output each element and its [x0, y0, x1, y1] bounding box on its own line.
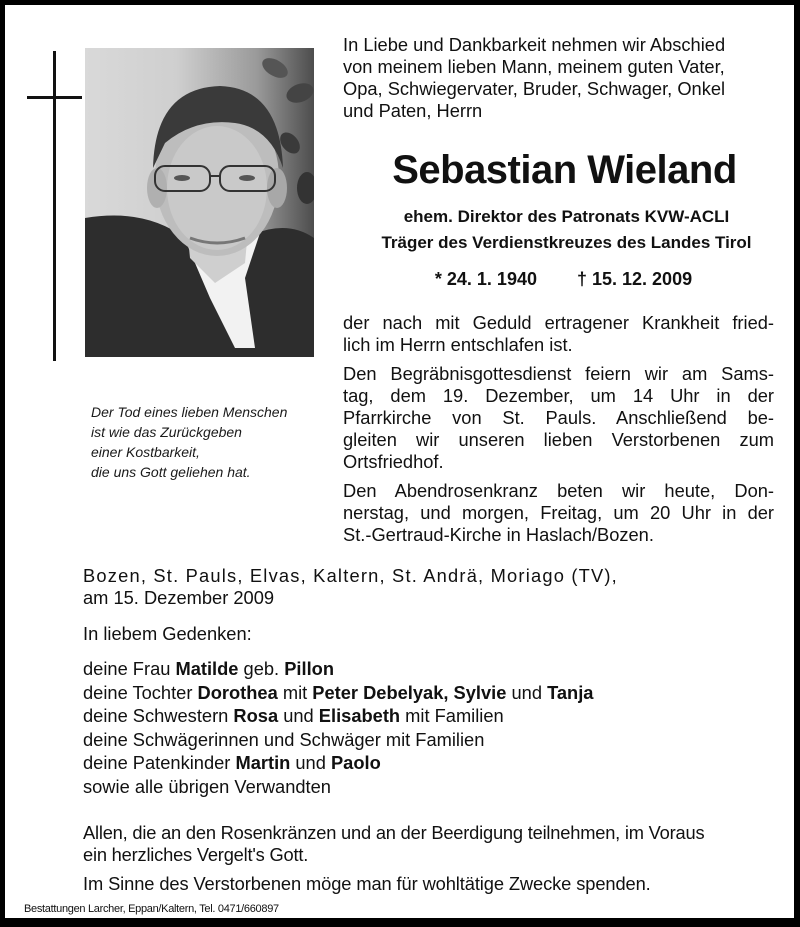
- death-date: † 15. 12. 2009: [576, 269, 693, 289]
- donation-note: Im Sinne des Verstorbenen möge man für wohltätige Zwecke spenden.: [83, 873, 651, 894]
- funeral-paragraph: [343, 363, 774, 473]
- deceased-name: Sebastian Wieland: [392, 148, 737, 192]
- portrait-photo: [85, 48, 314, 357]
- relation-text: deine Patenkinder: [83, 752, 236, 773]
- relative-name: Tanja: [547, 681, 594, 703]
- title-line: Träger des Verdienstkreuzes des Landes Tirol: [381, 233, 752, 252]
- places-line: Bozen, St. Pauls, Elvas, Kaltern, St. Andrä, Moriago (TV),: [83, 565, 618, 586]
- intro-line: In Liebe und Dankbarkeit nehmen wir Abschied: [343, 34, 726, 55]
- life-dates: [343, 268, 774, 290]
- thanks-text: [83, 822, 743, 866]
- paragraph-line: lich im Herrn entschlafen ist.: [343, 334, 573, 355]
- paragraph-line: tag, dem 19. Dezember, um 14 Uhr in der: [343, 385, 774, 406]
- relative-name: Elisabeth: [318, 705, 401, 726]
- relation-text: deine Frau: [83, 658, 176, 679]
- quote-line: ist wie das Zurückgeben: [91, 424, 242, 440]
- paragraph-line: der nach mit Geduld ertragener Krankheit fried-: [343, 312, 774, 333]
- paragraph-line: St.-Gertraud-Kirche in Haslach/Bozen.: [343, 524, 654, 545]
- relative-name: Rosa: [233, 705, 279, 726]
- relative-name: Matilde: [175, 658, 239, 679]
- intro-text: [343, 34, 774, 122]
- thanks-line: Allen, die an den Rosenkränzen und an der Beerdigung teilnehmen, im Voraus: [83, 822, 705, 843]
- relative-name: Pillon: [284, 658, 334, 679]
- deceased-titles: [343, 204, 774, 256]
- family-section: [83, 565, 743, 895]
- relation-text: deine Tochter: [83, 681, 198, 703]
- paragraph-line: nerstag, und morgen, Freitag, um 20 Uhr in der: [343, 502, 774, 523]
- announcement-column: [343, 34, 774, 546]
- intro-line: und Paten, Herrn: [343, 100, 483, 121]
- relative-name: Paolo: [330, 752, 381, 773]
- family-member-line: [83, 704, 743, 728]
- paragraph-line: gleiten wir unseren lieben Verstorbenen zum: [343, 429, 774, 450]
- cross-icon-horizontal: [27, 96, 82, 99]
- relation-text: und: [278, 705, 319, 726]
- relative-name: Dorothea: [197, 681, 278, 703]
- family-list: [83, 657, 743, 798]
- quote-line: Der Tod eines lieben Menschen: [91, 404, 288, 420]
- family-member-line: [83, 681, 743, 705]
- relation-text: sowie alle übrigen Verwandten: [83, 775, 331, 797]
- birth-date: * 24. 1. 1940: [434, 269, 537, 289]
- family-member-line: [83, 775, 743, 799]
- intro-line: Opa, Schwiegervater, Bruder, Schwager, Onkel: [343, 78, 726, 99]
- rosary-paragraph: [343, 480, 774, 546]
- relation-text: und: [506, 681, 548, 703]
- title-line: ehem. Direktor des Patronats KVW-ACLI: [403, 207, 730, 226]
- relation-text: mit Familien: [400, 705, 504, 726]
- relation-text: deine Schwestern: [83, 705, 234, 726]
- date-line: am 15. Dezember 2009: [83, 587, 275, 608]
- relation-text: deine Schwägerinnen und Schwäger mit Familien: [83, 728, 485, 750]
- gedenken-heading: In liebem Gedenken:: [83, 623, 252, 644]
- paragraph-line: Den Begräbnisgottesdienst feiern wir am Sams-: [343, 363, 774, 384]
- quote-line: einer Kostbarkeit,: [91, 444, 200, 460]
- relation-text: und: [290, 752, 331, 773]
- family-member-line: [83, 657, 743, 681]
- funeral-home-credit: Bestattungen Larcher, Eppan/Kaltern, Tel. 0471/660897: [24, 903, 279, 915]
- relative-name: Peter Debelyak, Sylvie: [312, 681, 507, 703]
- portrait-illustration: [85, 48, 314, 357]
- obituary-notice: [5, 5, 794, 918]
- intro-line: von meinem lieben Mann, meinem guten Vater,: [343, 56, 725, 77]
- thanks-line: ein herzliches Vergelt's Gott.: [83, 844, 309, 865]
- relation-text: mit: [277, 681, 313, 703]
- paragraph-line: Pfarrkirche von St. Pauls. Anschließend be-: [343, 407, 774, 428]
- paragraph-line: Den Abendrosenkranz beten wir heute, Don-: [343, 480, 774, 501]
- passing-paragraph: [343, 312, 774, 356]
- paragraph-line: Ortsfriedhof.: [343, 451, 444, 472]
- relation-text: geb.: [238, 658, 285, 679]
- relative-name: Martin: [235, 752, 291, 773]
- family-member-line: [83, 728, 743, 752]
- memorial-quote: [91, 402, 331, 482]
- quote-line: die uns Gott geliehen hat.: [91, 464, 251, 480]
- family-member-line: [83, 751, 743, 775]
